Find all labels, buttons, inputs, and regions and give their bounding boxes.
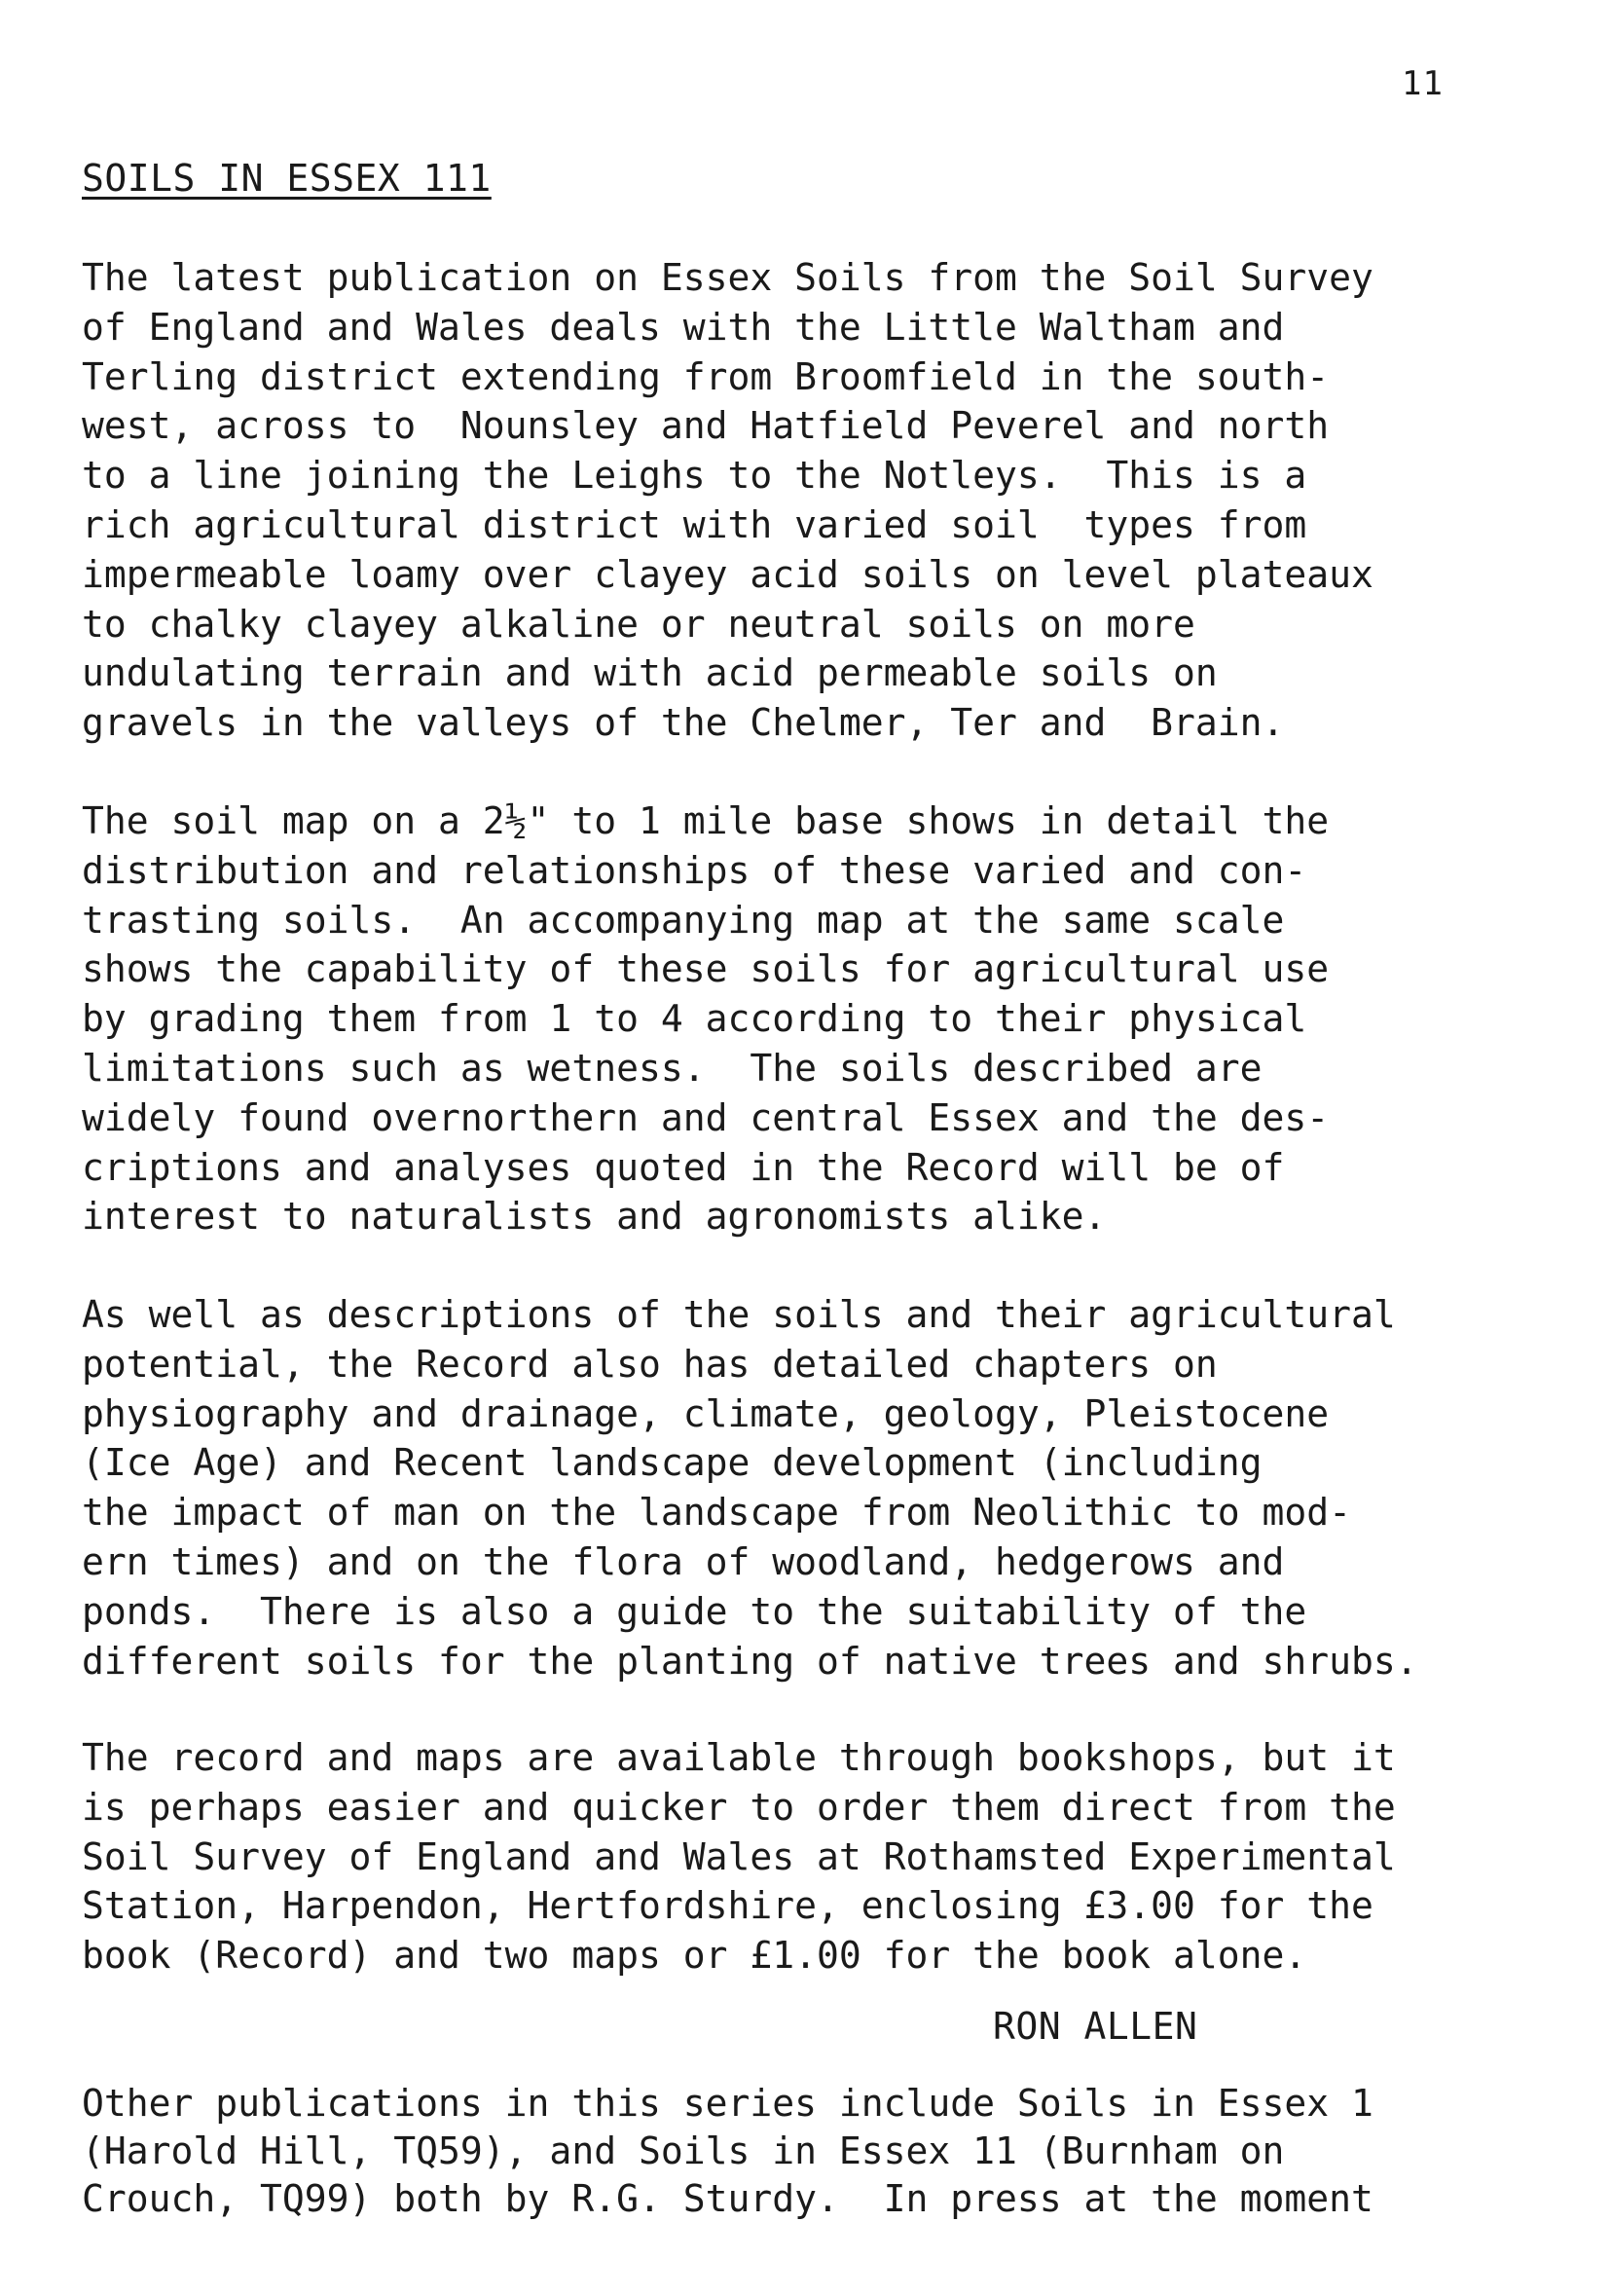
paragraph-other-publications: Other publications in this series include Soils in Essex 1 (Harold Hill, TQ59), and Soils in Essex 11 (Burnham on Crouch, TQ99) both by R.G. Sturdy. In press at the moment [82,2082,1373,2220]
page-number: 11 [1402,64,1444,103]
paragraph-intro: The latest publication on Essex Soils from the Soil Survey of England and Wales deals with the Little Waltham and Terling district extending from Broomfield in the south- west, across to Nounsley and Hatfield Peverel and north to a line joining the Leighs to the Notleys. This is a rich agricultural district with varied soil types from impermeable loamy over clayey acid soils on level plateaux to chalky clayey alkaline or neutral soils on more undulating terrain and with acid permeable soils on gravels in the valleys of the Chelmer, Ter and Brain. [82,256,1373,745]
article-title: SOILS IN ESSEX 111 [82,157,492,200]
paragraph-availability: The record and maps are available through bookshops, but it is perhaps easier and quicker to order them direct from the Soil Survey of England and Wales at Rothamsted Experimental Station, Harpendon, Hertfordshire, enclosing £3.00 for the book (Record) and two maps or £1.00 for the book alone. [82,1736,1396,1978]
paragraph-soil-map: The soil map on a 2½" to 1 mile base shows in detail the distribution and relationships of these varied and con- trasting soils. An accompanying map at the same scale shows the capability of these soils for agricultural use by grading them from 1 to 4 according to their physical limitations such as wetness. The soils described are widely found overnorthern and central Essex and the des- criptions and analyses quoted in the Record will be of interest to naturalists and agronomists alike. [82,799,1330,1239]
author-signature: RON ALLEN [993,2005,1198,2048]
paragraph-record-contents: As well as descriptions of the soils and their agricultural potential, the Record also has detailed chapters on physiography and drainage, climate, geology, Pleistocene (Ice Age) and Recent landscape development (including the impact of man on the landscape from Neolithic to mod- ern times) and on the flora of woodland, hedgerows and ponds. There is also a guide to the suitability of the different soils for the planting of native trees and shrubs. [82,1293,1418,1683]
